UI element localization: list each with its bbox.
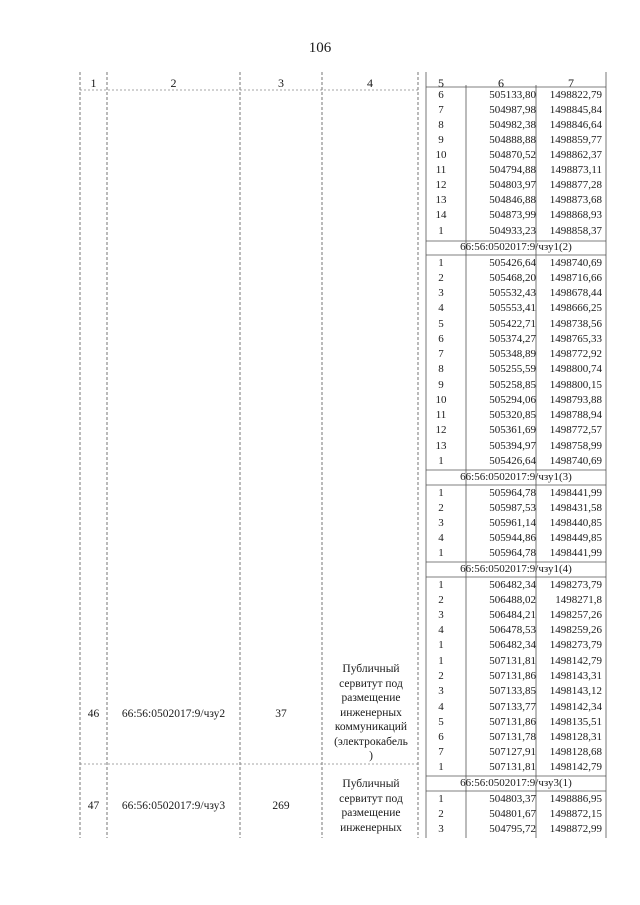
- x-coordinate: 505961,14: [489, 517, 536, 529]
- y-coordinate: 1498441,99: [549, 487, 602, 499]
- point-number: 11: [435, 409, 447, 421]
- point-number: 9: [438, 379, 444, 391]
- page-number: 106: [308, 40, 332, 56]
- y-coordinate: 1498740,69: [549, 455, 602, 467]
- y-coordinate: 1498859,77: [549, 134, 602, 146]
- x-coordinate: 507131,86: [489, 716, 536, 728]
- y-coordinate: 1498440,85: [549, 517, 602, 529]
- x-coordinate: 505964,78: [489, 487, 536, 499]
- y-coordinate: 1498858,37: [549, 225, 602, 237]
- point-number: 7: [438, 104, 444, 116]
- y-coordinate: 1498772,92: [549, 348, 602, 360]
- y-coordinate: 1498441,99: [549, 547, 602, 559]
- desc-line: размещение: [341, 807, 401, 819]
- cadastral-number: 66:56:0502017:9/чзу3: [121, 800, 226, 812]
- y-coordinate: 1498142,34: [549, 701, 602, 713]
- x-coordinate: 504873,99: [489, 209, 536, 221]
- section-title: 66:56:0502017:9/чзу1(2): [460, 241, 572, 253]
- x-coordinate: 504794,88: [489, 164, 536, 176]
- point-number: 3: [438, 609, 444, 621]
- x-coordinate: 504801,67: [489, 808, 536, 820]
- point-number: 2: [438, 670, 444, 682]
- point-number: 8: [438, 119, 444, 131]
- y-coordinate: 1498800,15: [549, 379, 602, 391]
- y-coordinate: 1498846,64: [549, 119, 602, 131]
- point-number: 5: [438, 716, 444, 728]
- y-coordinate: 1498886,95: [549, 793, 602, 805]
- x-coordinate: 505133,80: [489, 89, 536, 101]
- y-coordinate: 1498873,11: [550, 164, 602, 176]
- y-coordinate: 1498135,51: [549, 716, 602, 728]
- x-coordinate: 505394,97: [489, 440, 536, 452]
- x-coordinate: 505320,85: [489, 409, 536, 421]
- x-coordinate: 505426,64: [489, 257, 536, 269]
- y-coordinate: 1498271,8: [555, 594, 602, 606]
- x-coordinate: 507133,85: [489, 685, 536, 697]
- point-number: 1: [438, 655, 444, 667]
- servitude-description: [326, 662, 416, 764]
- x-coordinate: 505553,41: [489, 302, 536, 314]
- point-number: 4: [438, 532, 444, 544]
- y-coordinate: 1498678,44: [549, 287, 602, 299]
- x-coordinate: 504982,38: [489, 119, 536, 131]
- point-number: 4: [438, 302, 444, 314]
- point-number: 1: [438, 761, 444, 773]
- point-number: 9: [438, 134, 444, 146]
- y-coordinate: 1498845,84: [549, 104, 602, 116]
- section-title: 66:56:0502017:9/чзу1(4): [460, 563, 572, 575]
- x-coordinate: 507131,86: [489, 670, 536, 682]
- x-coordinate: 507131,78: [489, 731, 536, 743]
- header-col-4: 4: [367, 76, 373, 90]
- x-coordinate: 504803,97: [489, 179, 536, 191]
- cadastral-number: 66:56:0502017:9/чзу2: [121, 708, 226, 720]
- desc-line: размещение: [341, 692, 401, 704]
- point-number: 1: [438, 579, 444, 591]
- servitude-description: [326, 777, 416, 835]
- x-coordinate: 507133,77: [489, 701, 536, 713]
- point-number: 2: [438, 502, 444, 514]
- point-number: 6: [438, 333, 444, 345]
- point-number: 10: [435, 149, 447, 161]
- y-coordinate: 1498872,99: [549, 823, 602, 835]
- x-coordinate: 505255,59: [489, 363, 536, 375]
- y-coordinate: 1498788,94: [549, 409, 602, 421]
- y-coordinate: 1498142,79: [549, 761, 602, 773]
- point-number: 2: [438, 808, 444, 820]
- point-number: 1: [438, 487, 444, 499]
- x-coordinate: 505348,89: [489, 348, 536, 360]
- y-coordinate: 1498758,99: [549, 440, 602, 452]
- y-coordinate: 1498765,33: [549, 333, 602, 345]
- desc-line: ): [369, 750, 373, 762]
- x-coordinate: 504870,52: [489, 149, 536, 161]
- point-number: 4: [438, 701, 444, 713]
- desc-line: Публичный: [342, 778, 400, 790]
- header-col-2: 2: [170, 76, 177, 90]
- x-coordinate: 506488,02: [489, 594, 536, 606]
- y-coordinate: 1498873,68: [549, 194, 602, 206]
- point-number: 14: [435, 209, 447, 221]
- x-coordinate: 506478,53: [489, 624, 536, 636]
- point-number: 3: [438, 823, 444, 835]
- area-value: 37: [275, 708, 287, 720]
- desc-line: сервитут под: [339, 677, 403, 690]
- x-coordinate: 505987,53: [489, 502, 536, 514]
- desc-line: инженерных: [340, 821, 402, 834]
- x-coordinate: 505422,71: [489, 318, 536, 330]
- x-coordinate: 506484,21: [489, 609, 536, 621]
- area-value: 269: [272, 800, 290, 812]
- x-coordinate: 506482,34: [489, 639, 536, 651]
- x-coordinate: 507127,91: [489, 746, 536, 758]
- desc-line: коммуникаций: [334, 721, 408, 733]
- x-coordinate: 505964,78: [489, 547, 536, 559]
- x-coordinate: 505532,43: [489, 287, 536, 299]
- point-number: 2: [438, 272, 444, 284]
- point-number: 13: [435, 194, 447, 206]
- y-coordinate: 1498800,74: [549, 363, 602, 375]
- header-col-7: 7: [568, 76, 574, 90]
- point-number: 1: [438, 547, 444, 559]
- x-coordinate: 504888,88: [489, 134, 536, 146]
- y-coordinate: 1498259,26: [549, 624, 602, 636]
- point-number: 5: [438, 318, 444, 330]
- point-number: 1: [438, 639, 444, 651]
- section-title: 66:56:0502017:9/чзу3(1): [460, 777, 572, 789]
- point-number: 8: [438, 363, 444, 375]
- point-number: 13: [435, 440, 447, 452]
- x-coordinate: 504846,88: [489, 194, 536, 206]
- desc-line: Публичный: [342, 663, 400, 675]
- x-coordinate: 505361,69: [489, 424, 536, 436]
- x-coordinate: 504803,37: [489, 793, 536, 805]
- x-coordinate: 504795,72: [489, 823, 536, 835]
- y-coordinate: 1498128,68: [549, 746, 602, 758]
- y-coordinate: 1498868,93: [549, 209, 602, 221]
- y-coordinate: 1498273,79: [549, 639, 602, 651]
- header-col-1: 1: [90, 76, 97, 90]
- point-number: 3: [438, 517, 444, 529]
- point-number: 1: [438, 257, 444, 269]
- x-coordinate: 505468,20: [489, 272, 536, 284]
- x-coordinate: 506482,34: [489, 579, 536, 591]
- y-coordinate: 1498666,25: [549, 302, 602, 314]
- x-coordinate: 504987,98: [489, 104, 536, 116]
- x-coordinate: 505426,64: [489, 455, 536, 467]
- point-number: 11: [435, 164, 447, 176]
- y-coordinate: 1498822,79: [549, 89, 602, 101]
- desc-line: (электрокабель: [334, 735, 408, 748]
- y-coordinate: 1498143,31: [549, 670, 602, 682]
- y-coordinate: 1498128,31: [549, 731, 602, 743]
- point-number: 1: [438, 455, 444, 467]
- y-coordinate: 1498872,15: [549, 808, 602, 820]
- row-number: 47: [87, 800, 100, 812]
- x-coordinate: 507131,81: [489, 761, 536, 773]
- point-number: 6: [438, 89, 444, 101]
- y-coordinate: 1498740,69: [549, 257, 602, 269]
- point-number: 3: [438, 685, 444, 697]
- point-number: 2: [438, 594, 444, 606]
- y-coordinate: 1498273,79: [549, 579, 602, 591]
- row-number: 46: [87, 708, 100, 720]
- point-number: 1: [438, 793, 444, 805]
- y-coordinate: 1498143,12: [549, 685, 602, 697]
- header-col-3: 3: [278, 76, 284, 90]
- y-coordinate: 1498738,56: [549, 318, 602, 330]
- header-col-6: 6: [498, 76, 504, 90]
- point-number: 7: [438, 348, 444, 360]
- point-number: 7: [438, 746, 444, 758]
- point-number: 6: [438, 731, 444, 743]
- point-number: 12: [435, 179, 447, 191]
- x-coordinate: 505374,27: [489, 333, 536, 345]
- y-coordinate: 1498449,85: [549, 532, 602, 544]
- y-coordinate: 1498142,79: [549, 655, 602, 667]
- x-coordinate: 507131,81: [489, 655, 536, 667]
- point-number: 1: [438, 225, 444, 237]
- section-title: 66:56:0502017:9/чзу1(3): [460, 471, 572, 483]
- y-coordinate: 1498257,26: [549, 609, 602, 621]
- x-coordinate: 505294,06: [489, 394, 536, 406]
- y-coordinate: 1498793,88: [549, 394, 602, 406]
- y-coordinate: 1498716,66: [549, 272, 602, 284]
- y-coordinate: 1498431,58: [549, 502, 602, 514]
- header-col-5: 5: [438, 76, 444, 90]
- x-coordinate: 505258,85: [489, 379, 536, 391]
- y-coordinate: 1498877,28: [549, 179, 602, 191]
- desc-line: инженерных: [340, 706, 402, 719]
- point-number: 4: [438, 624, 444, 636]
- x-coordinate: 505944,86: [489, 532, 536, 544]
- y-coordinate: 1498772,57: [549, 424, 602, 436]
- point-number: 10: [435, 394, 447, 406]
- desc-line: сервитут под: [339, 792, 403, 805]
- y-coordinate: 1498862,37: [549, 149, 602, 161]
- point-number: 3: [438, 287, 444, 299]
- x-coordinate: 504933,23: [489, 225, 536, 237]
- point-number: 12: [435, 424, 447, 436]
